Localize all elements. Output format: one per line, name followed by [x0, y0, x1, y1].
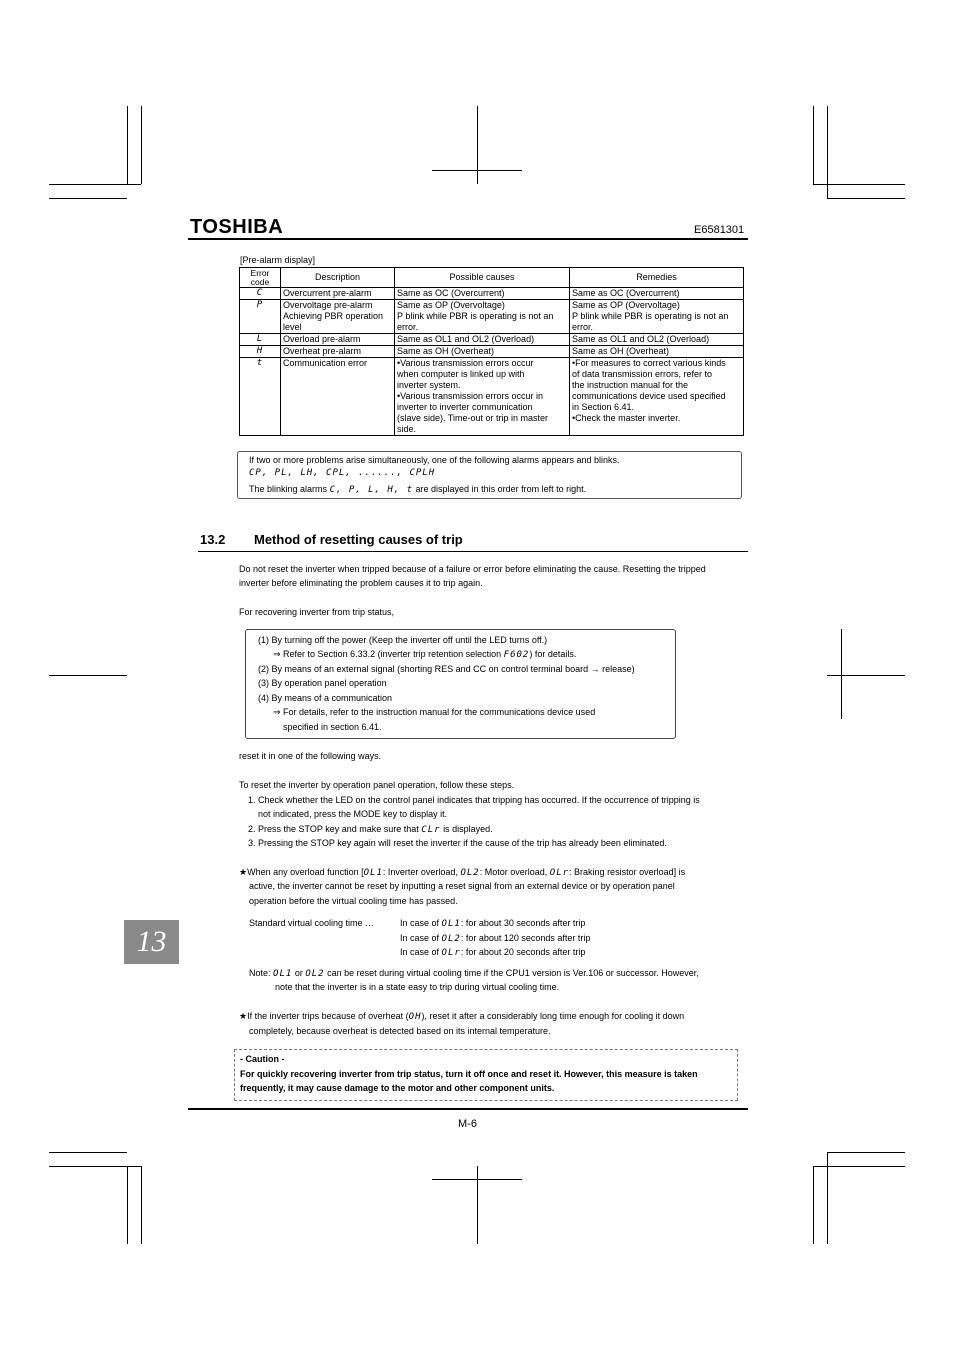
step-3: 3. Pressing the STOP key again will reset the inverter if the cause of the trip has already been eliminated.	[248, 838, 667, 848]
overload-code-1: OL1	[363, 868, 383, 878]
method-4-ref-1: ⇒ For details, refer to the instruction manual for the communications device used	[273, 707, 596, 717]
case-1-text: : for about 30 seconds after trip	[460, 918, 586, 928]
case-3-code: OLr	[441, 948, 461, 958]
cell-code: L	[240, 334, 281, 346]
steps-intro: To reset the inverter by operation panel operation, follow these steps.	[239, 780, 515, 790]
case-prefix: In case of	[400, 933, 440, 943]
note-line-1: If two or more problems arise simultaneously, one of the following alarms appears and blinks.	[249, 455, 620, 465]
overheat-line-2: completely, because overheat is detected based on its internal temperature.	[249, 1026, 551, 1036]
step-2-end: is displayed.	[443, 824, 493, 834]
method-1-ref-end: ) for details.	[529, 649, 577, 659]
cell-code: t	[240, 358, 281, 436]
method-1-ref-text: ⇒ Refer to Section 6.33.2 (inverter trip retention selection	[273, 649, 502, 659]
cell-description: Overheat pre-alarm	[281, 346, 395, 358]
overload-text-a: ★When any overload function [	[239, 867, 364, 877]
cell-possible-causes: Same as OH (Overheat)	[395, 346, 570, 358]
cell-possible-causes: Same as OL1 and OL2 (Overload)	[395, 334, 570, 346]
cooling-case-1	[400, 916, 585, 932]
case-prefix: In case of	[400, 947, 440, 957]
section-number: 13.2	[200, 532, 226, 547]
method-4-ref-2: specified in section 6.41.	[283, 722, 382, 732]
cell-description: Overcurrent pre-alarm	[281, 288, 395, 300]
reset-text: reset it in one of the following ways.	[239, 751, 382, 761]
case-2-code: OL2	[441, 934, 461, 944]
page-number: M-6	[458, 1118, 477, 1130]
step-2-code: CLr	[421, 825, 441, 835]
table-row	[240, 358, 744, 436]
note-alarm-sequence: CP, PL, LH, CPL, ......, CPLH	[249, 468, 436, 478]
case-1-code: OL1	[441, 919, 461, 929]
note-line-3-start: The blinking alarms	[249, 484, 328, 494]
note-code-1: OL1	[273, 969, 293, 979]
method-1-ref-code: F602	[503, 650, 530, 660]
intro-line-1: Do not reset the inverter when tripped because of a failure or error before eliminating the cause. Resetting the tripped	[239, 564, 706, 574]
header-description: Description	[281, 268, 395, 288]
table-row	[240, 334, 744, 346]
overload-code-2: OL2	[460, 868, 480, 878]
cell-remedies: Same as OP (Overvoltage) P blink while PBR is operating is not an error.	[570, 300, 744, 334]
cell-description: Overvoltage pre-alarm Achieving PBR operation level	[281, 300, 395, 334]
case-3-text: : for about 20 seconds after trip	[460, 947, 586, 957]
cell-remedies: Same as OH (Overheat)	[570, 346, 744, 358]
section-heading	[200, 532, 463, 547]
table-row	[240, 288, 744, 300]
toshiba-logo: TOSHIBA	[190, 216, 284, 238]
cell-description: Communication error	[281, 358, 395, 436]
intro-line-3: For recovering inverter from trip status,	[239, 607, 395, 617]
note-label: Note:	[249, 968, 271, 978]
cell-remedies: •For measures to correct various kinds of data transmission errors, refer to the instruction manual for the communications device used specified in Section 6.41. •Check the master inverter.	[570, 358, 744, 436]
simultaneous-alarms-box	[237, 451, 742, 499]
note-text: can be reset during virtual cooling time if the CPU1 version is Ver.106 or successor. However,	[327, 968, 699, 978]
footer-rule	[188, 1108, 748, 1110]
method-1: (1) By turning off the power (Keep the inverter off until the LED turns off.)	[258, 635, 548, 645]
cell-description: Overload pre-alarm	[281, 334, 395, 346]
caution-line-1: For quickly recovering inverter from trip status, turn it off once and reset it. However, this measure is taken	[240, 1069, 698, 1079]
cooling-time-label: Standard virtual cooling time …	[249, 918, 375, 928]
method-2: (2) By means of an external signal (shorting RES and CC on control terminal board → release)	[258, 664, 635, 674]
cell-code: P	[240, 300, 281, 334]
method-3: (3) By operation panel operation	[258, 678, 387, 688]
overheat-code: OH	[408, 1012, 422, 1022]
cell-possible-causes: Same as OC (Overcurrent)	[395, 288, 570, 300]
method-1-ref	[273, 649, 576, 660]
cell-remedies: Same as OC (Overcurrent)	[570, 288, 744, 300]
overload-text-d: : Braking resistor overload] is	[569, 867, 686, 877]
header-possible-causes: Possible causes	[395, 268, 570, 288]
chapter-tab: 13	[124, 920, 179, 964]
overload-text-b: : Inverter overload,	[382, 867, 458, 877]
note-line-3-end: are displayed in this order from left to right.	[415, 484, 587, 494]
cell-possible-causes: Same as OP (Overvoltage) P blink while PBR is operating is not an error.	[395, 300, 570, 334]
step-1-line-2: not indicated, press the MODE key to display it.	[258, 809, 448, 819]
method-4: (4) By means of a communication	[258, 693, 393, 703]
caution-box	[234, 1049, 738, 1101]
cell-code: H	[240, 346, 281, 358]
cooling-case-3	[400, 945, 585, 961]
table-header-row	[240, 268, 744, 288]
document-number: E6581301	[694, 224, 745, 236]
intro-line-2: inverter before eliminating the problem causes it to trip again.	[239, 578, 483, 588]
cell-remedies: Same as OL1 and OL2 (Overload)	[570, 334, 744, 346]
overheat-text-b: ), reset it after a considerably long time enough for cooling it down	[421, 1011, 685, 1021]
overheat-line-1	[239, 1009, 684, 1025]
caution-title: - Caution -	[240, 1054, 285, 1064]
overload-line-3: operation before the virtual cooling time has passed.	[249, 896, 458, 906]
cell-code: C	[240, 288, 281, 300]
step-1-line-1: 1. Check whether the LED on the control panel indicates that tripping has occurred. If the occurrence of tripping is	[248, 795, 700, 805]
overload-text-c: : Motor overload,	[479, 867, 548, 877]
cpu-note-line-2: note that the inverter is in a state easy to trip during virtual cooling time.	[275, 982, 560, 992]
table-caption: [Pre-alarm display]	[240, 255, 316, 265]
overload-code-3: OLr	[549, 868, 570, 878]
case-prefix: In case of	[400, 918, 440, 928]
header-remedies: Remedies	[570, 268, 744, 288]
section-title: Method of resetting causes of trip	[254, 532, 463, 547]
step-2-text: 2. Press the STOP key and make sure that	[248, 824, 419, 834]
section-rule	[198, 551, 748, 552]
table-row	[240, 300, 744, 334]
caution-line-2: frequently, it may cause damage to the motor and other component units.	[240, 1083, 555, 1093]
note-code-2: OL2	[305, 969, 325, 979]
pre-alarm-table	[239, 267, 744, 436]
cell-possible-causes: •Various transmission errors occur when computer is linked up with inverter system. •Various transmission errors occur in inverter to inverter communication (slave side). Time-out or trip in master side.	[395, 358, 570, 436]
case-2-text: : for about 120 seconds after trip	[460, 933, 591, 943]
overheat-text-a: ★If the inverter trips because of overheat (	[239, 1011, 409, 1021]
note-line-3-codes: C, P, L, H, t	[329, 485, 414, 495]
reset-methods-box	[245, 629, 676, 739]
header-rule	[188, 238, 748, 240]
note-or: or	[294, 968, 303, 978]
note-line-3	[249, 484, 586, 495]
table-row	[240, 346, 744, 358]
overload-line-2: active, the inverter cannot be reset by inputting a reset signal from an external device or by operation panel	[249, 881, 675, 891]
header-error-code: Error code	[240, 268, 281, 288]
